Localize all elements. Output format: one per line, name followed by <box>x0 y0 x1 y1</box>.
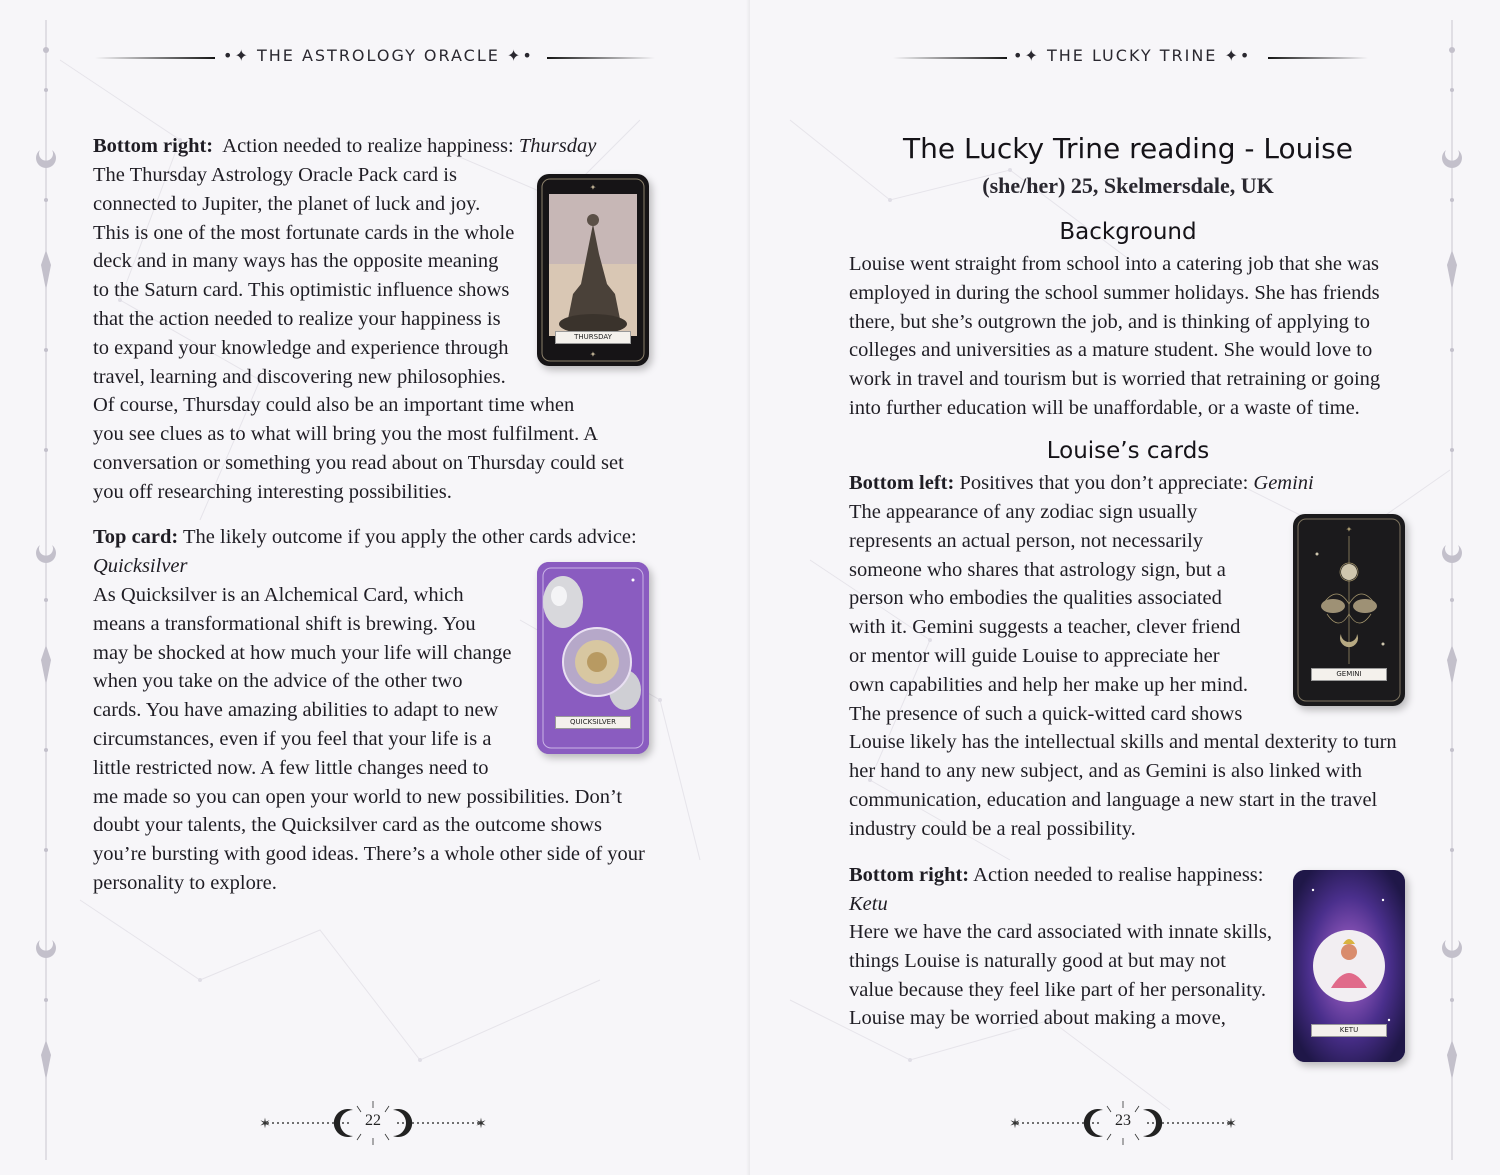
text-line: The Thursday Astrology Oracle Pack card is <box>93 164 457 186</box>
section-quicksilver-heading <box>93 523 637 552</box>
card-quicksilver <box>537 562 649 754</box>
text-line: represents an actual person, not necessarily <box>849 529 1204 552</box>
reading-title: The Lucky Trine reading - Louise <box>903 132 1353 165</box>
svg-text:✶: ✶ <box>1009 1117 1021 1132</box>
right-page <box>750 0 1500 1175</box>
running-head-rule-left <box>893 57 1007 59</box>
section-gemini-heading <box>849 469 1314 498</box>
card-ketu <box>1293 870 1405 1062</box>
text-line: connected to Jupiter, the planet of luck and joy. <box>93 192 481 215</box>
card-name: Thursday <box>518 135 597 157</box>
ornament-star-icon: ✦• <box>499 46 534 65</box>
text-line: employed in during the school summer holidays. She has friends <box>849 281 1380 304</box>
text-line: you’re bursting with good ideas. There’s a whole other side of your <box>93 843 645 866</box>
svg-text:✦: ✦ <box>589 350 597 359</box>
section-ketu-heading <box>849 861 1263 890</box>
svg-text:✶: ✶ <box>259 1117 271 1132</box>
text-line: travel, learning and discovering new philosophies. <box>93 365 506 388</box>
cards-heading: Louise’s cards <box>1046 438 1210 464</box>
text-line: The presence of such a quick-witted card shows <box>849 702 1243 725</box>
running-head-text: THE LUCKY TRINE <box>1046 46 1218 65</box>
text-line: little restricted now. A few little changes need to <box>93 756 489 779</box>
section-prompt: The likely outcome if you apply the other cards advice: <box>183 526 637 548</box>
text-line: Louise likely has the intellectual skills and mental dexterity to turn <box>849 731 1397 754</box>
text-line: Louise may be worried about making a move, <box>849 1007 1226 1030</box>
text-line: there, but she’s outgrown the job, and is thinking of applying to <box>849 310 1370 333</box>
card-label: GEMINI <box>1311 668 1387 681</box>
section-ketu-body <box>849 918 1272 1033</box>
text-line: colleges and universities as a mature student. She would love to <box>849 339 1373 362</box>
section-lead: Top card: <box>93 526 179 548</box>
section-prompt: Positives that you don’t appreciate: <box>959 472 1249 494</box>
svg-text:✶: ✶ <box>1225 1117 1237 1132</box>
left-edge-ornament <box>10 0 80 1175</box>
running-head-rule-right <box>547 57 655 59</box>
running-head-left <box>95 46 655 70</box>
card-label: QUICKSILVER <box>555 716 631 729</box>
text-line: her hand to any new subject, and as Gemini is also linked with <box>849 760 1362 783</box>
text-line: doubt your talents, the Quicksilver card as the outcome shows <box>93 814 602 837</box>
text-line: Here we have the card associated with innate skills, <box>849 921 1272 943</box>
text-line: or mentor will guide Louise to appreciate her <box>849 644 1220 667</box>
text-line: you see clues as to what will bring you the most fulfilment. A <box>93 423 599 446</box>
section-lead: Bottom right: <box>93 135 214 157</box>
text-line: things Louise is naturally good at but may not <box>849 949 1226 972</box>
right-edge-ornament <box>1430 0 1490 1175</box>
background-heading: Background <box>1059 219 1197 245</box>
card-thursday <box>537 174 649 366</box>
section-prompt: Action needed to realize happiness: <box>222 135 514 157</box>
text-line: As Quicksilver is an Alchemical Card, which <box>93 584 464 606</box>
text-line: to expand your knowledge and experience through <box>93 336 509 359</box>
ornament-star-icon: •✦ <box>223 46 257 65</box>
text-line: work in travel and tourism but is worried that retraining or going <box>849 368 1381 391</box>
text-line: Of course, Thursday could also be an important time when <box>93 394 575 417</box>
svg-text:✦: ✦ <box>1345 525 1353 534</box>
page-number: 23 <box>1115 1112 1131 1129</box>
text-line: personality to explore. <box>93 871 277 894</box>
text-line: communication, education and language a new start in the travel <box>849 788 1378 811</box>
text-line: The appearance of any zodiac sign usually <box>849 501 1198 523</box>
text-line: deck and in many ways has the opposite meaning <box>93 250 499 273</box>
text-line: conversation or something you read about on Thursday could set <box>93 451 624 474</box>
text-line: means a transformational shift is brewing. You <box>93 612 476 635</box>
running-head-rule-left <box>95 57 215 59</box>
text-line: when you take on the advice of the other two <box>93 670 463 693</box>
section-prompt: Action needed to realise happiness: <box>973 864 1264 886</box>
reading-subtitle: (she/her) 25, Skelmersdale, UK <box>982 173 1274 198</box>
text-line: person who embodies the qualities associated <box>849 587 1222 610</box>
background-body <box>849 250 1380 423</box>
text-line: may be shocked at how much your life will change <box>93 641 512 664</box>
text-line: cards. You have amazing abilities to adapt to new <box>93 699 499 722</box>
card-name: Gemini <box>1253 472 1314 494</box>
text-line: with it. Gemini suggests a teacher, clever friend <box>849 616 1241 639</box>
card-label: THURSDAY <box>555 331 631 344</box>
text-line: you off researching interesting possibilities. <box>93 480 452 503</box>
section-lead: Bottom left: <box>849 472 955 494</box>
card-gemini <box>1293 514 1405 706</box>
page-number-ornament-left <box>253 1100 493 1146</box>
text-line: value because they feel like part of her personality. <box>849 978 1267 1001</box>
running-head-text: THE ASTROLOGY ORACLE <box>256 46 500 65</box>
text-line: someone who shares that astrology sign, but a <box>849 558 1226 581</box>
card-name-quicksilver: Quicksilver <box>93 555 188 577</box>
svg-text:✶: ✶ <box>475 1117 487 1132</box>
text-line: This is one of the most fortunate cards in the whole <box>93 221 515 244</box>
card-name-ketu: Ketu <box>849 893 888 915</box>
text-line: Louise went straight from school into a catering job that she was <box>849 253 1380 275</box>
text-line: that the action needed to realize your happiness is <box>93 307 501 330</box>
text-line: to the Saturn card. This optimistic influence shows <box>93 279 510 302</box>
text-line: circumstances, even if you feel that your life is a <box>93 727 492 750</box>
card-label: KETU <box>1311 1024 1387 1037</box>
text-line: into further education will be unaffordable, or a waste of time. <box>849 396 1360 419</box>
running-head-rule-right <box>1268 57 1368 59</box>
section-lead: Bottom right: <box>849 864 970 886</box>
section-thursday-heading <box>93 132 596 161</box>
svg-text:✦: ✦ <box>589 183 597 192</box>
text-line: industry could be a real possibility. <box>849 817 1136 840</box>
ornament-star-icon: •✦ <box>1013 46 1047 65</box>
text-line: me made so you can open your world to new possibilities. Don’t <box>93 785 623 808</box>
ornament-star-icon: ✦• <box>1217 46 1252 65</box>
text-line: own capabilities and help her make up her mind. <box>849 673 1249 696</box>
running-head-right <box>893 46 1368 70</box>
page-number: 22 <box>365 1112 381 1129</box>
page-number-ornament-right <box>1003 1100 1243 1146</box>
